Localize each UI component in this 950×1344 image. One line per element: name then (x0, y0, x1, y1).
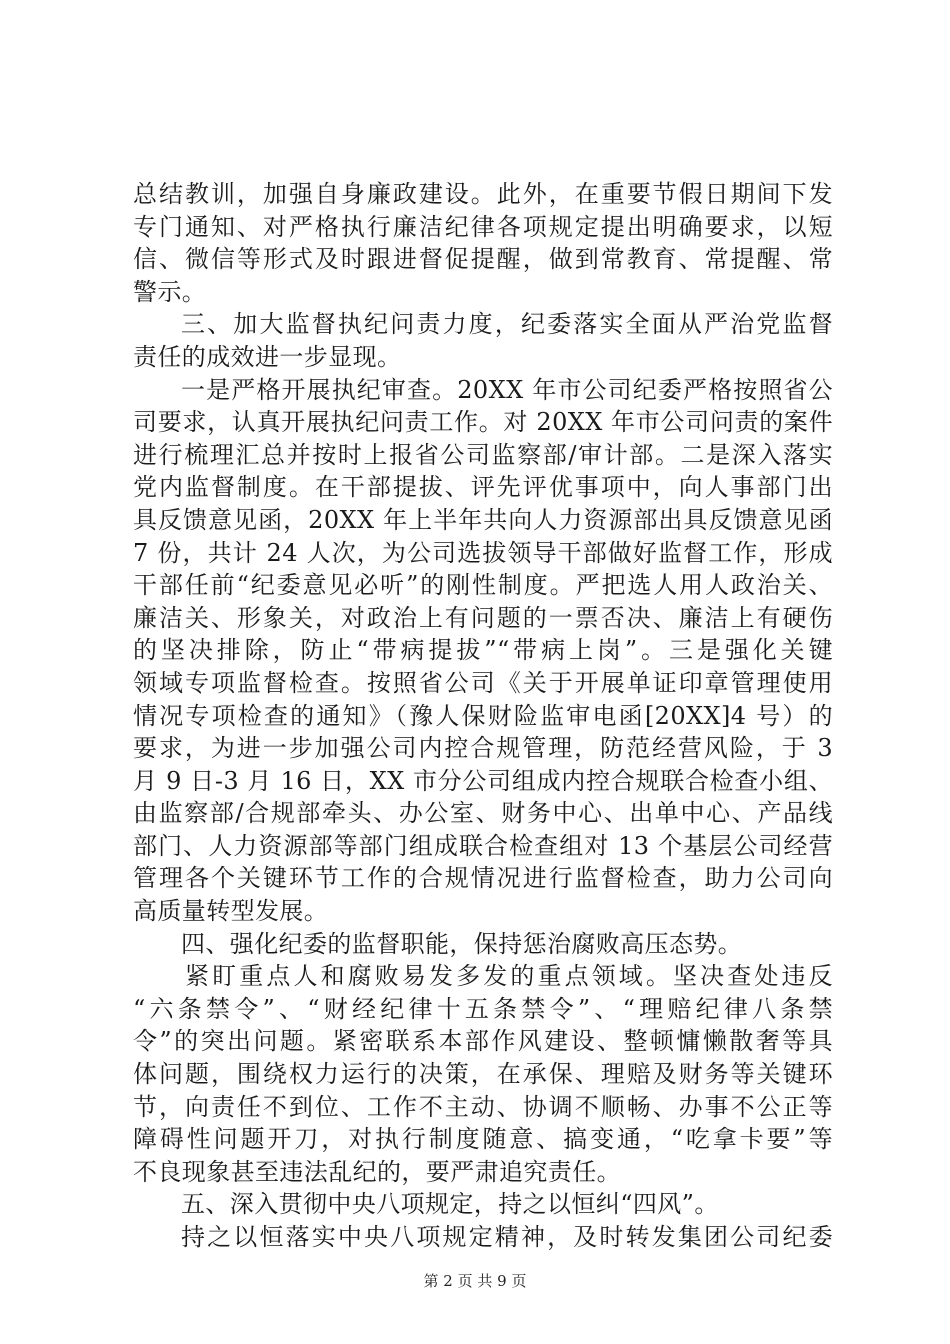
text-line: 情况专项检查的通知》（豫人保财险监审电函[20XX]4 号）的 (133, 701, 833, 730)
section-heading: 三、加大监督执纪问责力度，纪委落实全面从严治党监督 (181, 310, 833, 339)
text-line: 7 份，共计 24 人次，为公司选拔领导干部做好监督工作，形成 (133, 538, 833, 567)
section-heading: 四、强化纪委的监督职能，保持惩治腐败高压态势。 (181, 929, 743, 958)
page-number-footer: 第 2 页 共 9 页 (423, 1272, 527, 1290)
text-line: 廉洁关、形象关，对政治上有问题的一票否决、廉洁上有硬伤 (133, 603, 833, 632)
text-line: 节，向责任不到位、工作不主动、协调不顺畅、办事不公正等 (133, 1092, 833, 1121)
text-line: 总结教训，加强自身廉政建设。此外，在重要节假日期间下发 (133, 180, 833, 208)
text-line: 不良现象甚至违法乱纪的，要严肃追究责任。 (133, 1157, 621, 1186)
text-line: 一是严格开展执纪审查。20XX 年市公司纪委严格按照省公 (181, 375, 833, 404)
text-line: 由监察部/合规部牵头、办公室、财务中心、出单中心、产品线 (133, 799, 833, 828)
text-line: 司要求，认真开展执纪问责工作。对 20XX 年市公司问责的案件 (133, 408, 833, 437)
text-line: 专门通知、对严格执行廉洁纪律各项规定提出明确要求，以短 (133, 212, 833, 241)
text-line: “六条禁令”、“财经纪律十五条禁令”、“理赔纪律八条禁 (133, 994, 833, 1023)
text-line: 令”的突出问题。紧密联系本部作风建设、整顿慵懒散奢等具 (133, 1027, 833, 1056)
text-line: 持之以恒落实中央八项规定精神，及时转发集团公司纪委 (181, 1223, 833, 1251)
text-line: 责任的成效进一步显现。 (133, 342, 402, 371)
text-line: 管理各个关键环节工作的合规情况进行监督检查，助力公司向 (133, 864, 833, 893)
text-line: 障碍性问题开刀，对执行制度随意、搞变通，“吃拿卡要”等 (133, 1125, 833, 1154)
text-line: 的坚决排除，防止“带病提拔”“带病上岗”。三是强化关键 (133, 636, 833, 665)
text-line: 月 9 日-3 月 16 日，XX 市分公司组成内控合规联合检查小组、 (133, 766, 833, 795)
text-line: 领域专项监督检查。按照省公司《关于开展单证印章管理使用 (133, 668, 833, 697)
text-line: 部门、人力资源部等部门组成联合检查组对 13 个基层公司经营 (133, 831, 833, 860)
text-line: 进行梳理汇总并按时上报省公司监察部/审计部。二是深入落实 (133, 440, 833, 469)
section-heading: 五、深入贯彻中央八项规定，持之以恒纠“四风”。 (181, 1190, 719, 1219)
text-line: 要求，为进一步加强公司内控合规管理，防范经营风险，于 3 (133, 734, 833, 763)
text-line: 体问题，围绕权力运行的决策，在承保、理赔及财务等关键环 (133, 1060, 833, 1089)
text-line: 警示。 (133, 277, 207, 306)
text-line: 党内监督制度。在干部提拔、评先评优事项中，向人事部门出 (133, 473, 833, 502)
text-line: 紧盯重点人和腐败易发多发的重点领域。坚决查处违反 (185, 962, 833, 991)
text-line: 高质量转型发展。 (133, 897, 329, 926)
document-body (133, 178, 833, 1254)
text-line: 具反馈意见函，20XX 年上半年共向人力资源部出具反馈意见函 (133, 505, 833, 534)
text-line: 干部任前“纪委意见必听”的刚性制度。严把选人用人政治关、 (133, 571, 833, 600)
text-line: 信、微信等形式及时跟进督促提醒，做到常教育、常提醒、常 (133, 245, 833, 274)
